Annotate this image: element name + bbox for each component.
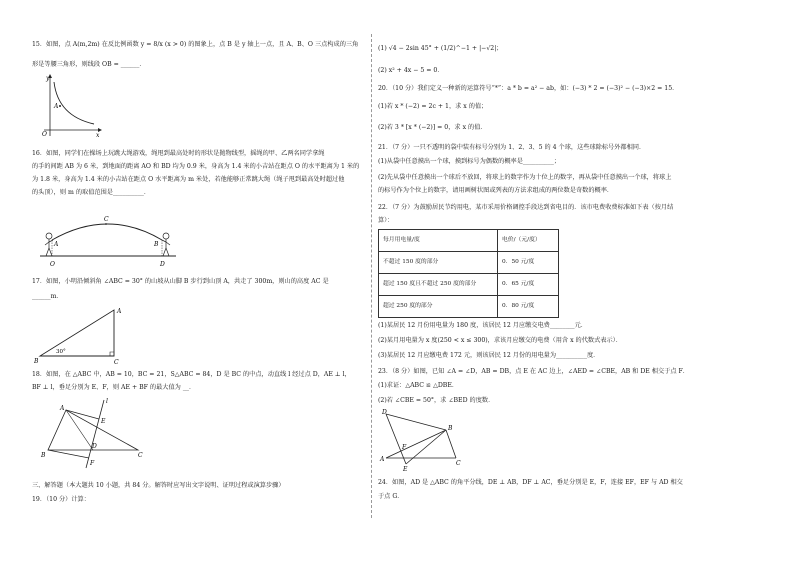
electricity-price-table (378, 229, 559, 318)
q21-part2-line1: (2)先从袋中任意摸出一个球后不放回，将球上的数字作为十位上的数字，再从袋中任意摸出一个球，将球上 (378, 174, 672, 181)
q20-line1: 20．（10 分）我们定义一种新的运算符号“*”：a * b = a² − ab，如：(−3) * 2 = (−3)² − (−3)×2 = 15． (378, 85, 679, 92)
q22-part1: (1)某居民 12 月份用电量为 180 度，该居民 12 月应缴交电费________元． (378, 322, 587, 329)
q16-line2: 的手的间距 AB 为 6 米，到地面的距离 AO 和 BD 均为 0.9 米，身高为 1.4 米的小吉站在距点 O 的水平距离为 1 米的 (32, 163, 360, 170)
q15-figure (34, 72, 104, 138)
q18-label-d: D (92, 443, 97, 450)
q19-part1: (1) √4 − 2sin 45° + (1/2)^−1 + |−√2|； (378, 45, 503, 52)
table-cell: 不超过 150 度的部分 (379, 252, 498, 274)
q18-label-a: A (60, 405, 65, 412)
column-divider (371, 34, 373, 518)
q18-label-e: E (101, 418, 106, 425)
q21-part2-line2: 的标号作为个位上的数字，请用画树状图或列表的方法求组成的两位数是奇数的概率． (378, 187, 614, 194)
q18-line2: BF ⊥ l，垂足分别为 E、F，则 AE + BF 的最大值为 __． (32, 384, 196, 391)
q22-part3: (3)某居民 12 月应缴电费 172 元，则该居民 12 月份的用电量为__________度． (378, 352, 600, 359)
q16-label-a: A (54, 241, 59, 248)
q23-label-e: E (403, 466, 408, 472)
q18-line1: 18．如图，在 △ABC 中，AB = 10，BC = 21，S△ABC = 84，D 是 BC 的中点，动直线 l 经过点 D，AE ⊥ l， (32, 371, 351, 378)
q15-line1: 15．如图，点 A(m,2m) 在反比例函数 y = 8/x (x > 0) 的图象上，点 B 是 y 轴上一点，且 A、B、O 三点构成的三角 (32, 41, 359, 48)
q23-part1: (1)求证：△ABC ≌ △DBE． (378, 382, 459, 389)
q16-label-b: B (154, 241, 159, 248)
q17-label-angle: 30° (56, 349, 66, 355)
q18-label-l: l (106, 398, 108, 405)
q22-line1: 22．（7 分）为鼓励居民节约用电，某市采用价格调控手段达到省电目的．该市电费收费标准如下表（按月结 (378, 204, 674, 211)
q15-line2: 形是等腰三角形，则线段 OB = ______． (32, 61, 146, 68)
q23-line1: 23．（8 分）如图，已知 ∠A = ∠D，AB = DB，点 E 在 AC 边上，∠AED = ∠CBE，AB 和 DE 相交于点 F． (378, 368, 689, 375)
q18-figure (38, 396, 148, 472)
table-row (379, 296, 559, 318)
table-header-row (379, 230, 559, 252)
q18-label-f: F (90, 460, 95, 467)
q23-figure (378, 408, 468, 472)
q23-label-c: C (456, 460, 461, 467)
q24-line1: 24．如图，AD 是 △ABC 的角平分线，DE ⊥ AB，DF ⊥ AC，垂足分别是 E，F，连接 EF，EF 与 AD 相交 (378, 479, 683, 486)
table-cell: 0．80 元/度 (498, 296, 559, 318)
q24-line2: 于点 G． (378, 493, 404, 500)
q16-label-c: C (104, 216, 109, 223)
q18-label-b: B (41, 452, 46, 459)
q16-line1: 16．如图，同学们在操场上玩跳大绳游戏，绳甩到最高处时的形状是抛物线型，摇绳的甲、乙两名同学拿绳 (32, 150, 325, 157)
q17-label-a: A (117, 308, 122, 315)
table-cell: 超过 150 度且不超过 250 度的部分 (379, 274, 498, 296)
q16-label-d: D (160, 261, 165, 268)
q23-label-a: A (380, 456, 385, 463)
q17-line1: 17．如图，小明沿倾斜角 ∠ABC = 30° 的山坡从山脚 B 步行到山顶 A，共走了 300m，则山的高度 AC 是 (32, 278, 329, 285)
q21-part1: (1)从袋中任意摸出一个球，摸到标号为偶数的概率是__________； (378, 158, 561, 165)
q22-part2: (2)某月用电量为 x 度(250 < x ≤ 300)，求该月应缴交的电费（用含 x 的代数式表示）． (378, 337, 622, 344)
q17-figure (34, 304, 134, 366)
q17-label-b: B (34, 358, 39, 365)
table-cell: 0．50 元/度 (498, 252, 559, 274)
q20-part2: (2)若 3 * [x * (−2)] = 0，求 x 的值． (378, 124, 487, 131)
q16-label-o: O (50, 261, 55, 268)
q19-part2: (2) x² + 4x − 5 = 0． (378, 67, 444, 74)
q22-line2: 算）： (378, 217, 394, 224)
q18-label-c: C (138, 452, 143, 459)
q17-line2: ______m． (32, 293, 63, 300)
table-header-cell: 每月用电量/度 (379, 230, 498, 252)
table-row (379, 252, 559, 274)
table-header-cell: 电价/（元/度） (498, 230, 559, 252)
q17-label-c: C (114, 359, 119, 366)
section-3-heading: 三、解答题（本大题共 10 小题，共 84 分。解答时应写出文字说明、证明过程或演算步骤） (32, 482, 285, 489)
q23-label-b: B (448, 425, 453, 432)
q23-label-d: D (382, 409, 387, 416)
q19-heading: 19．（10 分）计算： (32, 496, 90, 503)
q15-label-a: A (54, 103, 59, 110)
table-row (379, 274, 559, 296)
q23-label-f: F (402, 444, 407, 451)
q15-label-y: y (46, 75, 50, 82)
table-cell: 超过 250 度的部分 (379, 296, 498, 318)
q15-label-o: O (42, 131, 47, 138)
q23-part2: (2)若 ∠CBE = 50°，求 ∠BED 的度数． (378, 397, 495, 404)
q20-part1: (1)若 x * (−2) = 2c + 1，求 x 的值； (378, 103, 488, 110)
q16-line4: 的头顶），则 m 的取值范围是__________． (32, 189, 151, 196)
q16-figure (38, 214, 178, 270)
q21-line1: 21．（7 分）一只不透明的袋中装有标号分别为 1、2、3、5 的 4 个球，这些球除标号外都相同． (378, 144, 646, 151)
q16-line3: 为 1.8 米，身高为 1.4 米的小吉站在距点 O 水平距离为 m 米处，若他能够正常跳大绳（绳子甩到最高处时超过他 (32, 176, 345, 183)
table-cell: 0．65 元/度 (498, 274, 559, 296)
q15-label-x: x (96, 132, 100, 138)
